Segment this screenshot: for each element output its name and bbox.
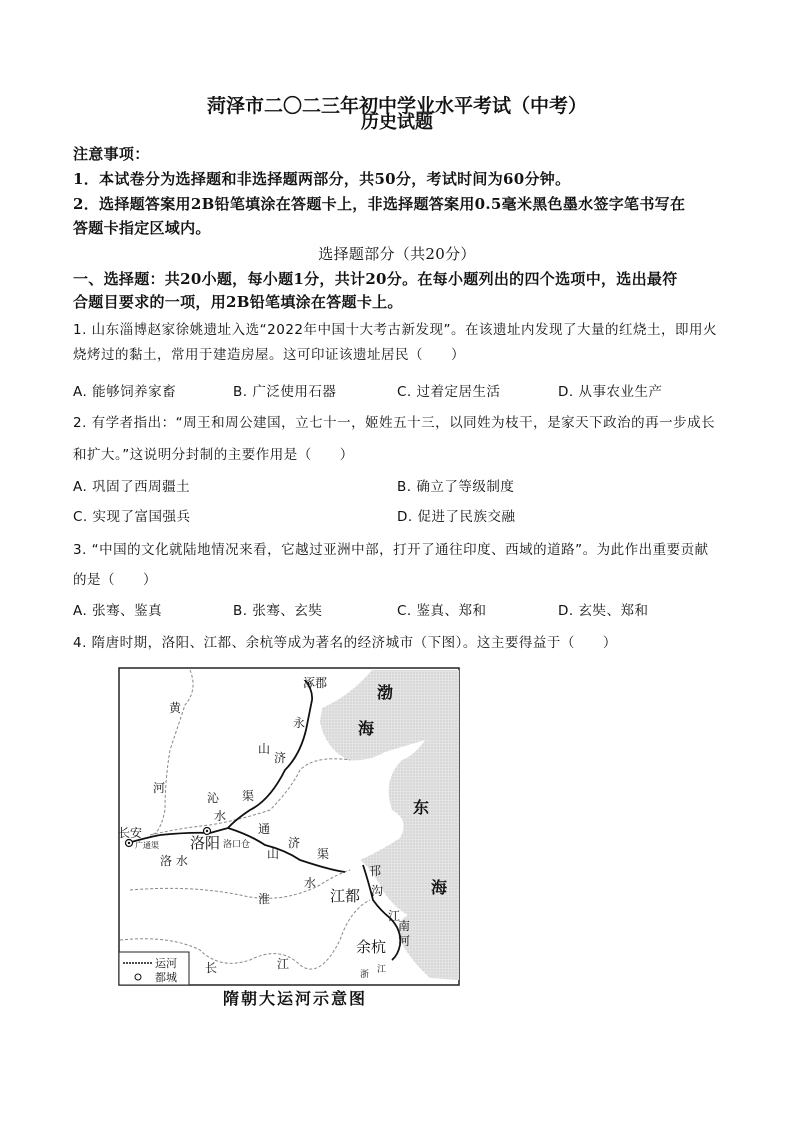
label-jiang: 江 [277,957,290,971]
question-3-text: 3. “中国的文化就陆地情况来看，它越过亚洲中部，打开了通往印度、西域的道路”。为此作出重要贡献 [73,542,709,558]
label-luoyang: 洛阳 [190,834,221,852]
option-3c: C. 鉴真、郑和 [397,603,487,619]
label-zhuojun: 涿郡 [303,676,328,690]
notes-heading: 注意事项： [73,145,150,163]
label-gou: 沟 [371,884,384,898]
grand-canal-map [110,660,470,1010]
label-bo: 渤 [377,683,394,702]
label-yong: 永 [293,716,306,730]
option-1b: B. 广泛使用石器 [233,384,337,400]
label-chang: 长 [205,961,218,975]
label-shui: 水 [304,876,317,890]
section-instruction: 合题目要求的一项，用2B铅笔填涂在答题卡上。 [73,293,403,311]
label-jiang: 江 [377,965,387,975]
question-2-text: 和扩大。”这说明分封制的主要作用是（ ） [73,447,354,463]
question-1-text: 1. 山东淄博赵家徐姚遗址入选“2022年中国十大考古新发现”。在该遗址内发现了大量的红烧土，即用火 [73,322,718,338]
exam-title: 菏泽市二〇二三年初中学业水平考试（中考） [206,95,587,117]
label-tong: 通 [258,822,271,836]
label-han: 邗 [369,864,382,878]
label-changan: 长安 [118,826,143,840]
question-2-text: 2. 有学者指出：“周王和周公建国，立七十一，姬姓五十三，以同姓为枝干，是家天下政治的再一步成长 [73,415,716,431]
question-1-text: 烧烤过的黏土，常用于建造房屋。这可印证该遗址居民（ ） [73,347,465,363]
label-ji: 济 [274,751,287,765]
section-title: 选择题部分（共20分） [318,245,476,263]
section-instruction: 一、选择题：共20小题，每小题1分，共计20分。在每小题列出的四个选项中，选出最符 [73,270,678,288]
option-2b: B. 确立了等级制度 [397,479,515,495]
label-luokoucang: 洛口仓 [223,840,251,850]
label-hai: 海 [358,719,375,738]
label-qin: 沁 [207,791,220,805]
mountain-icon: 山 [258,742,271,756]
legend-canal: 运河 [155,957,177,970]
exam-subject: 历史试题 [361,112,433,133]
label-qu: 渠 [242,789,255,803]
label-he: 河 [153,781,166,795]
option-1c: C. 过着定居生活 [397,384,501,400]
label-qu: 渠 [317,847,330,861]
map-legend [119,952,189,985]
option-2c: C. 实现了富国强兵 [73,509,191,525]
label-dong: 东 [413,798,430,817]
option-3d: D. 玄奘、郑和 [558,603,649,619]
label-huang: 黄 [169,701,182,715]
option-2a: A. 巩固了西周疆土 [73,479,191,495]
label-nan: 南 [398,919,411,933]
question-3-text: 的是（ ） [73,572,157,588]
note-line: 答题卡指定区域内。 [73,219,211,237]
note-line: 2．选择题答案用2B铅笔填涂在答题卡上，非选择题答案用0.5毫米黑色墨水签字笔书写在 [73,195,686,213]
mountain-icon: 山 [267,847,280,861]
label-huai: 淮 [258,892,271,906]
label-guangtong: 广通渠 [135,841,159,850]
option-1a: A. 能够饲养家畜 [73,384,177,400]
label-yuhang: 余杭 [356,938,387,956]
label-luoshui: 洛 水 [160,854,188,868]
legend-capital: 都城 [155,971,177,984]
option-2d: D. 促进了民族交融 [397,509,516,525]
label-jiang: 江 [388,909,401,923]
option-3b: B. 张骞、玄奘 [233,603,323,619]
note-line: 1．本试卷分为选择题和非选择题两部分，共50分，考试时间为60分钟。 [73,170,571,188]
label-hai: 海 [431,878,448,897]
label-zhe: 浙 [360,970,370,980]
map-caption: 隋朝大运河示意图 [222,989,368,1008]
option-3a: A. 张骞、鉴真 [73,603,163,619]
label-jiangdu: 江都 [330,887,361,905]
label-he: 河 [398,934,411,948]
label-ji: 济 [288,836,301,850]
option-1d: D. 从事农业生产 [558,384,663,400]
label-shui: 水 [214,809,227,823]
capital-legend-icon [135,974,141,980]
question-4-text: 4. 隋唐时期，洛阳、江都、余杭等成为著名的经济城市（下图）。这主要得益于（ ） [73,635,617,651]
